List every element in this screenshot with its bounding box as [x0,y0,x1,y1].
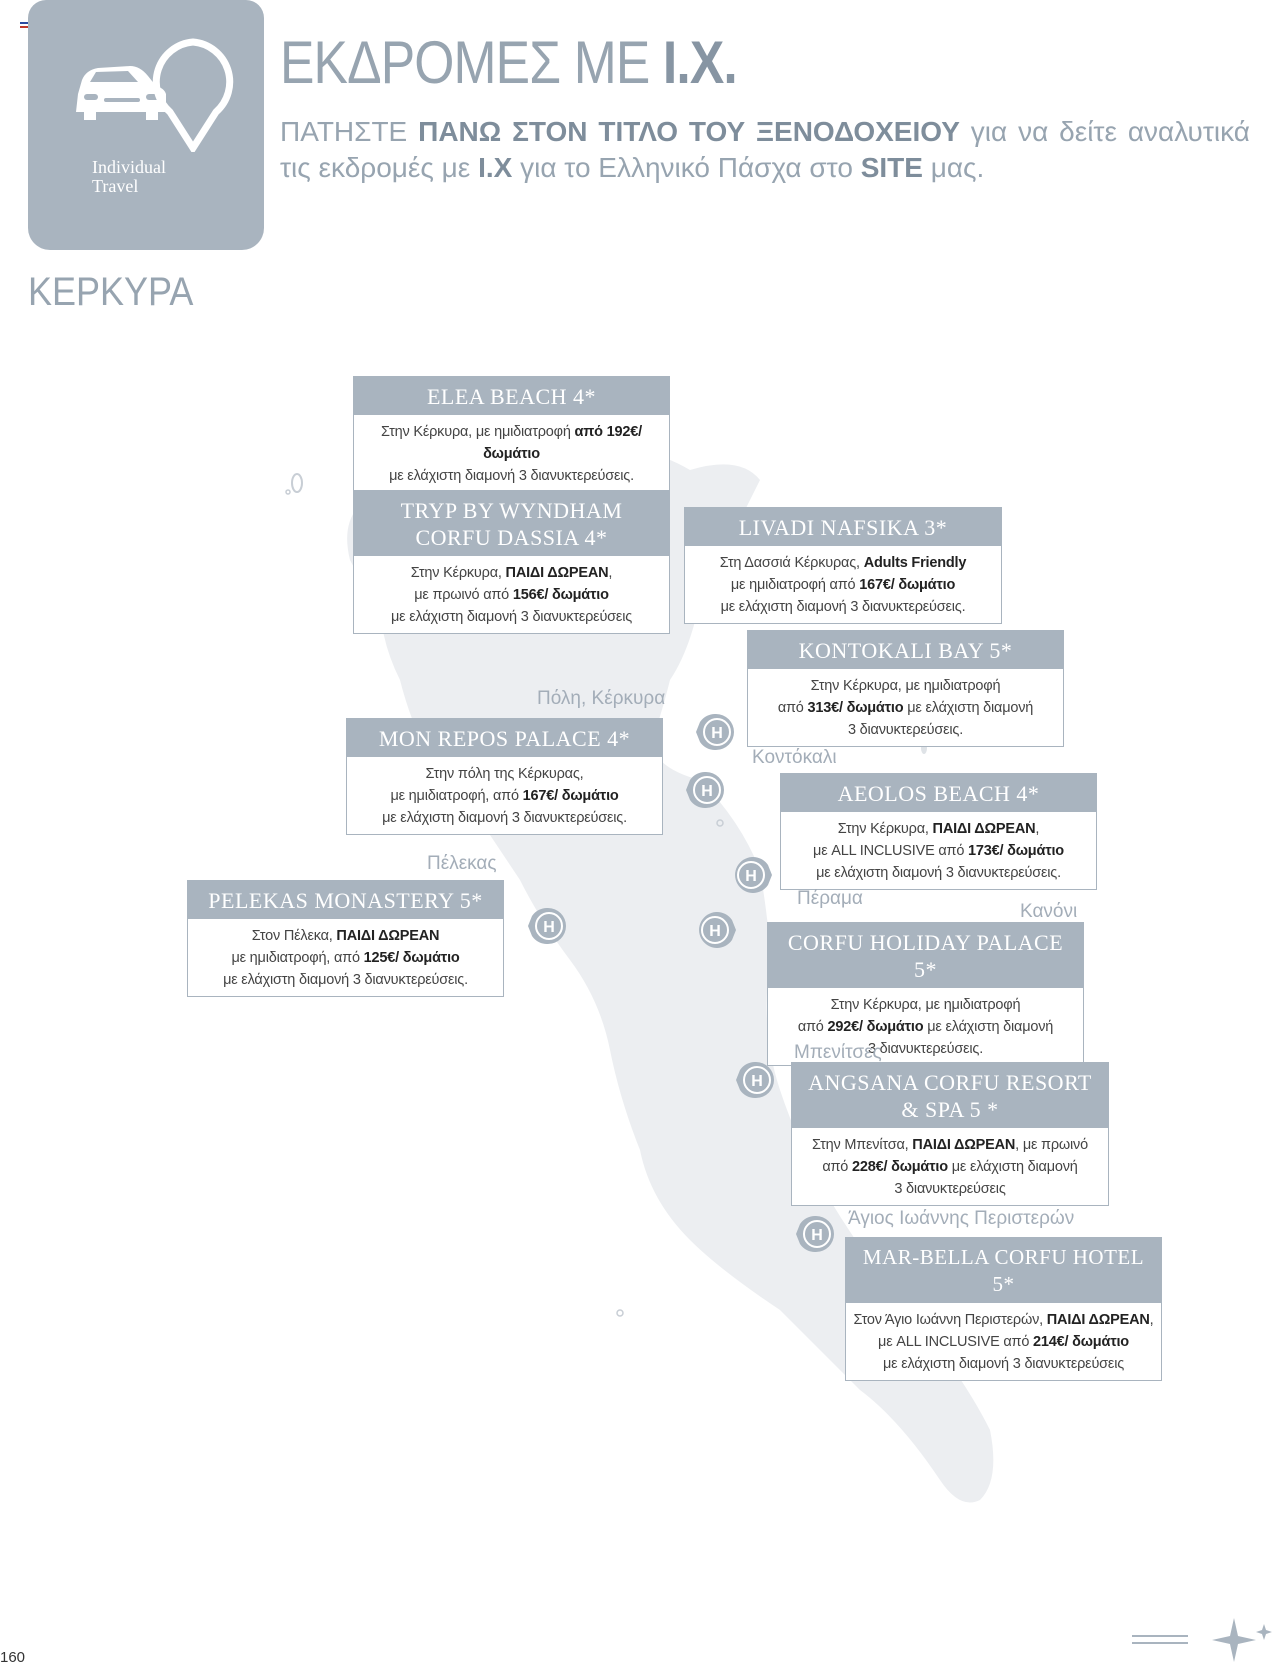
page-number: 160 [0,1649,26,1666]
hotel-card-tryp-wyndham[interactable] [353,490,670,634]
hotel-description: Στην Μπενίτσα, ΠΑΙΔΙ ΔΩΡΕΑΝ, με πρωινό από 228€/ δωμάτιο με ελάχιστη διαμονή 3 διανυκτερεύσεις [812,1137,1088,1197]
region-heading: ΚΕΡΚΥΡΑ [28,270,194,314]
hotel-description: Στον Πέλεκα, ΠΑΙΔΙ ΔΩΡΕΑΝ με ημιδιατροφή, από 125€/ δωμάτιο με ελάχιστη διαμονή 3 διανυκτερεύσεις. [223,928,468,988]
place-label-poli: Πόλη, Κέρκυρα [537,688,666,709]
place-label-benitses: Μπενίτσες [794,1042,882,1063]
hotel-pin-icon[interactable] [796,1214,836,1254]
pin-label: H [811,1227,823,1244]
hotel-pin-icon[interactable] [528,906,568,946]
hotel-pin-icon[interactable] [696,712,736,752]
pin-label: H [543,919,555,936]
hotel-description: Στην Κέρκυρα, ΠΑΙΔΙ ΔΩΡΕΑΝ, με πρωινό από 156€/ δωμάτιο με ελάχιστη διαμονή 3 διανυκτερεύσεις [390,565,633,625]
hotel-card-elea-beach[interactable] [353,376,670,493]
hotel-card-kontokali-bay[interactable] [747,630,1064,747]
hotel-title[interactable]: CORFU HOLIDAY PALACE 5* [768,923,1083,988]
hotel-description: Στην Κέρκυρα, με ημιδιατροφή από 192€/ δωμάτιο με ελάχιστη διαμονή 3 διανυκτερεύσεις. [381,424,642,484]
hotel-title[interactable]: ELEA BEACH 4* [354,377,669,415]
hotel-description: Στην Κέρκυρα, ΠΑΙΔΙ ΔΩΡΕΑΝ, με ALL INCLUSIVE από 173€/ δωμάτιο με ελάχιστη διαμονή 3 διανυκτερεύσεις. [813,821,1064,881]
hotel-description: Στην Κέρκυρα, με ημιδιατροφή από 313€/ δωμάτιο με ελάχιστη διαμονή 3 διανυκτερεύσεις. [777,678,1034,738]
pin-label: H [711,725,723,742]
place-label-kontokali: Κοντόκαλι [752,747,837,768]
place-label-kanoni: Κανόνι [1020,901,1078,922]
hotel-title[interactable]: KONTOKALI BAY 5* [748,631,1063,669]
hotel-title[interactable]: MAR-BELLA CORFU HOTEL 5* [846,1238,1161,1303]
place-label-agios-ioannis: Άγιος Ιωάννης Περιστερών [848,1208,1075,1229]
logo-text: Individual Travel [92,157,166,196]
hotel-description: Στην πόλη της Κέρκυρας, με ημιδιατροφή, από 167€/ δωμάτιο με ελάχιστη διαμονή 3 διανυκτερεύσεις. [382,766,627,826]
hotel-card-livadi-nafsika[interactable] [684,507,1002,624]
hotel-pin-icon[interactable] [686,770,726,810]
page-title: ΕΚΔΡΟΜΕΣ ΜΕ I.X. [280,29,737,96]
hotel-card-mar-bella[interactable] [845,1237,1162,1381]
hotel-title[interactable]: LIVADI NAFSIKA 3* [685,508,1001,546]
hotel-title[interactable]: ANGSANA CORFU RESORT & SPA 5 * [792,1063,1108,1128]
hotel-pin-icon[interactable] [736,1060,776,1100]
hotel-title[interactable]: MON REPOS PALACE 4* [347,719,662,757]
hotel-description: Στη Δασσιά Κέρκυρας, Adults Friendly με ημιδιατροφή από 167€/ δωμάτιο με ελάχιστη διαμονή 3 διανυκτερεύσεις. [719,555,967,615]
place-label-perama: Πέραμα [797,888,863,909]
pin-label: H [751,1073,763,1090]
hotel-description: Στην Κέρκυρα, με ημιδιατροφή από 292€/ δωμάτιο με ελάχιστη διαμονή 3 διανυκτερεύσεις. [797,997,1054,1057]
hotel-title[interactable]: AEOLOS BEACH 4* [781,774,1096,812]
hotel-card-angsana-corfu[interactable] [791,1062,1109,1206]
hotel-card-pelekas-monastery[interactable] [187,880,504,997]
pin-label: H [745,868,757,885]
hotel-description: Στον Άγιο Ιωάννη Περιστερών, ΠΑΙΔΙ ΔΩΡΕΑΝ, με ALL INCLUSIVE από 214€/ δωμάτιο με ελάχιστη διαμονή 3 διανυκτερεύσεις [853,1312,1154,1372]
pin-label: H [709,923,721,940]
hotel-pin-icon[interactable] [696,910,736,950]
hotel-card-aeolos-beach[interactable] [780,773,1097,890]
intro-text: ΠΑΤΗΣΤΕ ΠΑΝΩ ΣΤΟΝ ΤΙΤΛΟ ΤΟΥ ΞΕΝΟΔΟΧΕΙΟΥ για να δείτε αναλυτικά τις εκδρομές με I.X για το Ελληνικό Πάσχα στο SITE μας. [280,116,1250,183]
hotel-title[interactable]: PELEKAS MONASTERY 5* [188,881,503,919]
hotel-pin-icon[interactable] [732,855,772,895]
pin-label: H [701,783,713,800]
sparkle-decoration-icon [1130,1618,1278,1666]
hotel-card-mon-repos[interactable] [346,718,663,835]
place-label-pelekas: Πέλεκας [427,853,497,874]
hotel-title[interactable]: TRYP BY WYNDHAM CORFU DASSIA 4* [354,491,669,556]
